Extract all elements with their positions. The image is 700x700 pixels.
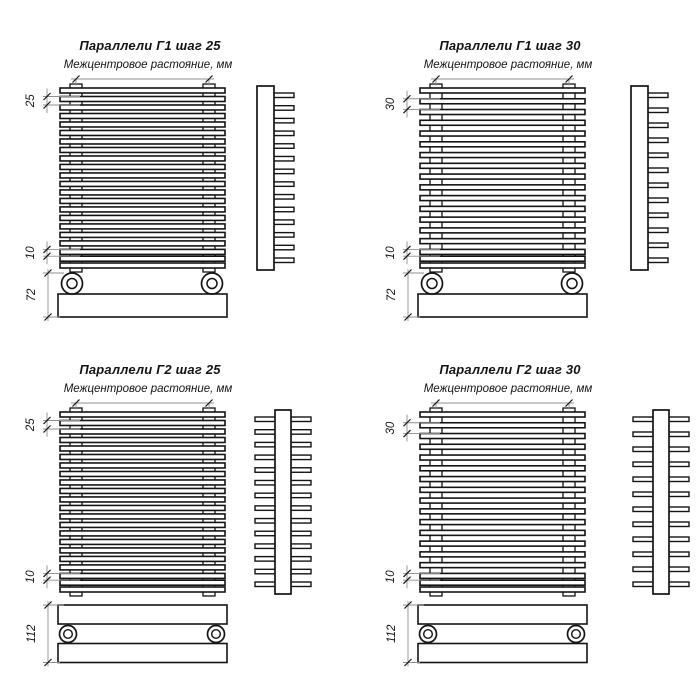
front-view	[420, 84, 585, 272]
collector-dimension-value: 72	[26, 288, 38, 302]
radiator-drawing-g1-step25	[20, 36, 340, 354]
radiator-drawing-g2-step25	[20, 360, 340, 678]
panel-g1-step25	[20, 36, 340, 354]
center-distance-label: Межцентровое растояние, мм	[63, 383, 233, 395]
collector-dimension-value: 72	[386, 288, 398, 302]
overall-width-dimension	[431, 76, 574, 86]
gap-dimension-value: 10	[25, 246, 37, 260]
bottom-view	[418, 605, 587, 663]
radiator-drawing-g2-step30	[380, 360, 700, 678]
overall-width-dimension	[431, 400, 574, 410]
step-dimension-value: 30	[385, 421, 397, 435]
panel-g2-step30	[380, 360, 700, 678]
panel-title: Параллели Г2 шаг 25	[79, 362, 221, 377]
side-view	[631, 86, 668, 270]
panel-title: Параллели Г2 шаг 30	[439, 362, 581, 377]
center-distance-label: Межцентровое растояние, мм	[423, 383, 593, 395]
side-view	[257, 86, 294, 270]
gap-dimension-value: 10	[25, 570, 37, 584]
collector-dimension-value: 112	[386, 624, 398, 643]
overall-width-dimension	[71, 76, 214, 86]
step-dimension-value: 25	[25, 94, 37, 108]
front-view	[60, 408, 225, 596]
center-distance-label: Межцентровое растояние, мм	[63, 59, 233, 71]
step-dimension-value: 30	[385, 97, 397, 111]
front-view	[60, 84, 225, 272]
panel-g2-step25	[20, 360, 340, 678]
gap-dimension-value: 10	[385, 246, 397, 260]
panel-g1-step30	[380, 36, 700, 354]
collector-dimension-value: 112	[26, 624, 38, 643]
bottom-view	[418, 273, 587, 317]
panel-title: Параллели Г1 шаг 30	[439, 38, 581, 53]
side-view	[255, 410, 311, 594]
bottom-view	[58, 273, 227, 317]
radiator-drawing-g1-step30	[380, 36, 700, 354]
overall-width-dimension	[71, 400, 214, 410]
front-view	[420, 408, 585, 596]
bottom-view	[58, 605, 227, 663]
panel-title: Параллели Г1 шаг 25	[79, 38, 221, 53]
side-view	[633, 410, 689, 594]
step-dimension-value: 25	[25, 418, 37, 432]
center-distance-label: Межцентровое растояние, мм	[423, 59, 593, 71]
gap-dimension-value: 10	[385, 570, 397, 584]
